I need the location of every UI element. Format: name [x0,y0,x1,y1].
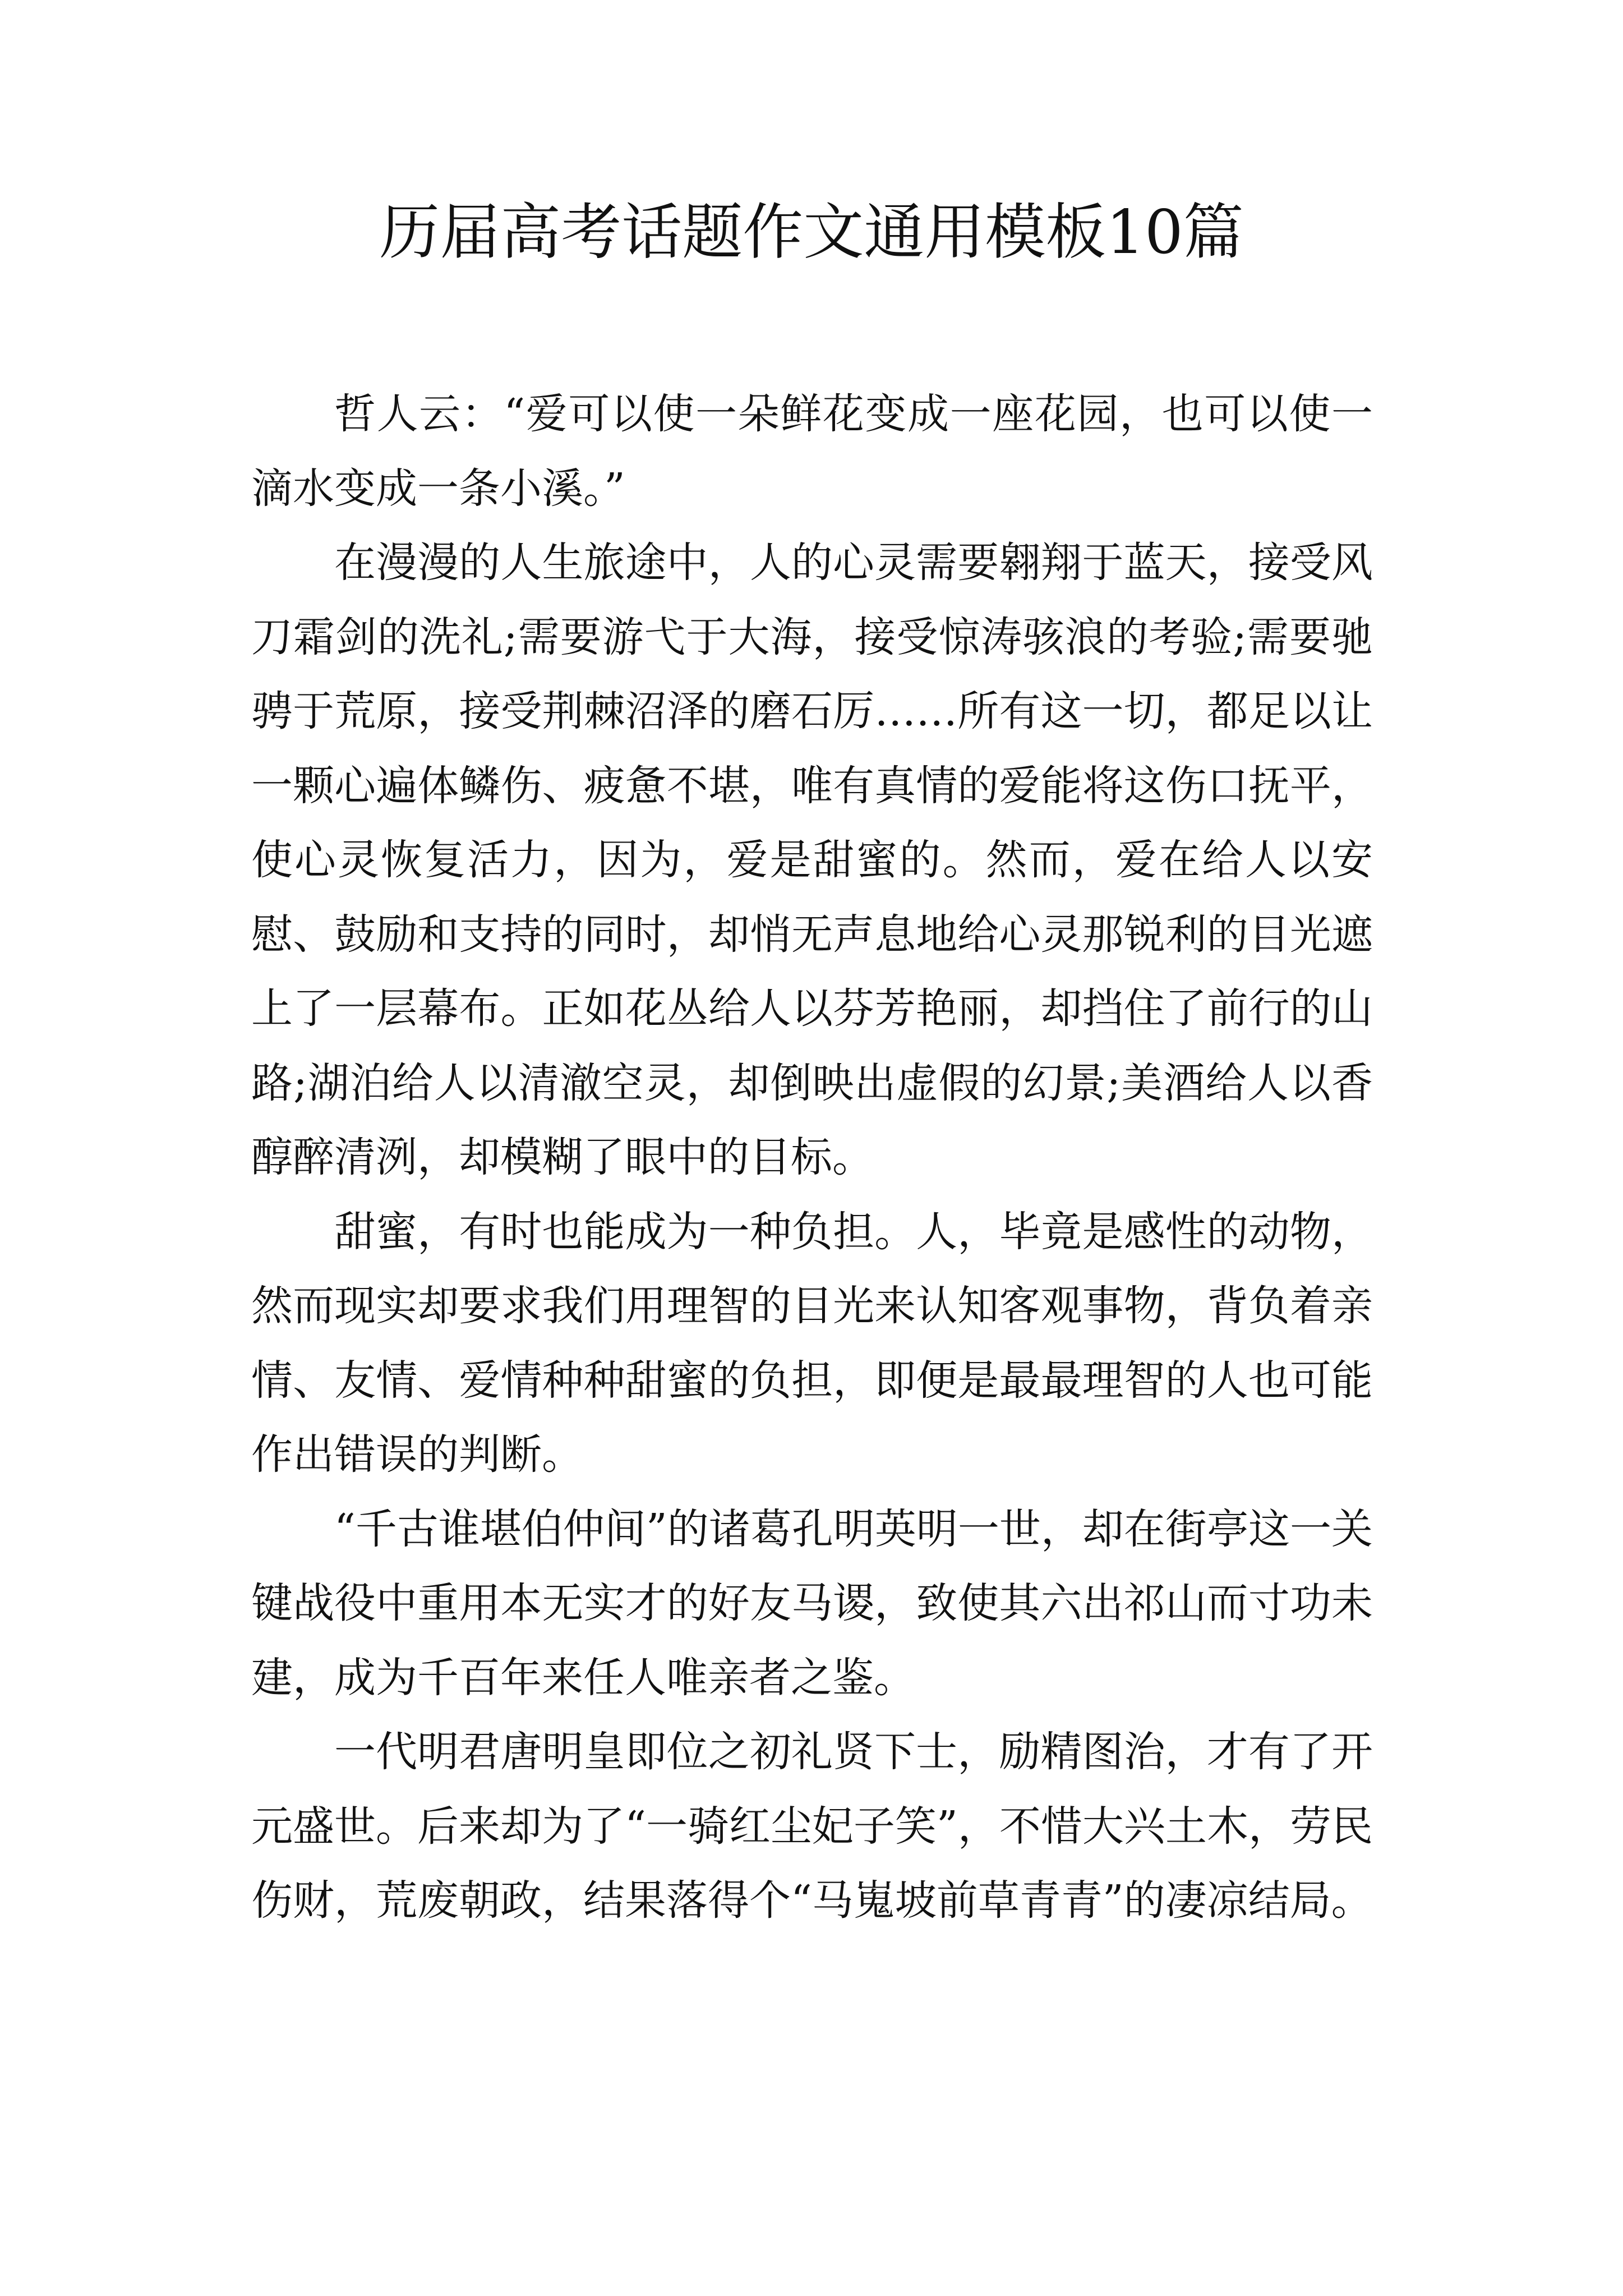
paragraph-zhuge-liang: “千古谁堪伯仲间”的诸葛孔明英明一世，却在街亭这一关键战役中重用本无实才的好友马谡，致使其六出祁山而寸功未建，成为千百年来任人唯亲者之鉴。 [251,1504,1373,1702]
document-body [251,377,1373,1938]
paragraph-life-journey: 在漫漫的人生旅途中，人的心灵需要翱翔于蓝天，接受风刀霜剑的洗礼;需要游弋于大海，接受惊涛骇浪的考验;需要驰骋于荒原，接受荆棘沼泽的磨石厉……所有这一切，都足以让一颗心遍体鳞伤、疲惫不堪，唯有真情的爱能将这伤口抚平，使心灵恢复活力，因为，爱是甜蜜的。然而，爱在给人以安慰、鼓励和支持的同时，却悄无声息地给心灵那锐利的目光遮上了一层幕布。正如花丛给人以芬芳艳丽，却挡住了前行的山路;湖泊给人以清澈空灵，却倒映出虚假的幻景;美酒给人以香醇醉清洌，却模糊了眼中的目标。 [251,539,1373,1181]
paragraph-quote: 哲人云：“爱可以使一朵鲜花变成一座花园，也可以使一滴水变成一条小溪。” [251,390,1373,513]
paragraph-sweet-burden: 甜蜜，有时也能成为一种负担。人，毕竟是感性的动物，然而现实却要求我们用理智的目光来认知客观事物，背负着亲情、友情、爱情种种甜蜜的负担，即便是最最理智的人也可能作出错误的判断。 [251,1207,1373,1479]
document-title: 历届高考话题作文通用模板10篇 [379,197,1244,268]
paragraph-tang-minghuang: 一代明君唐明皇即位之初礼贤下士，励精图治，才有了开元盛世。后来却为了“一骑红尘妃子笑”，不惜大兴土木，劳民伤财，荒废朝政，结果落得个“马嵬坡前草青青”的凄凉结局。 [251,1728,1373,1925]
